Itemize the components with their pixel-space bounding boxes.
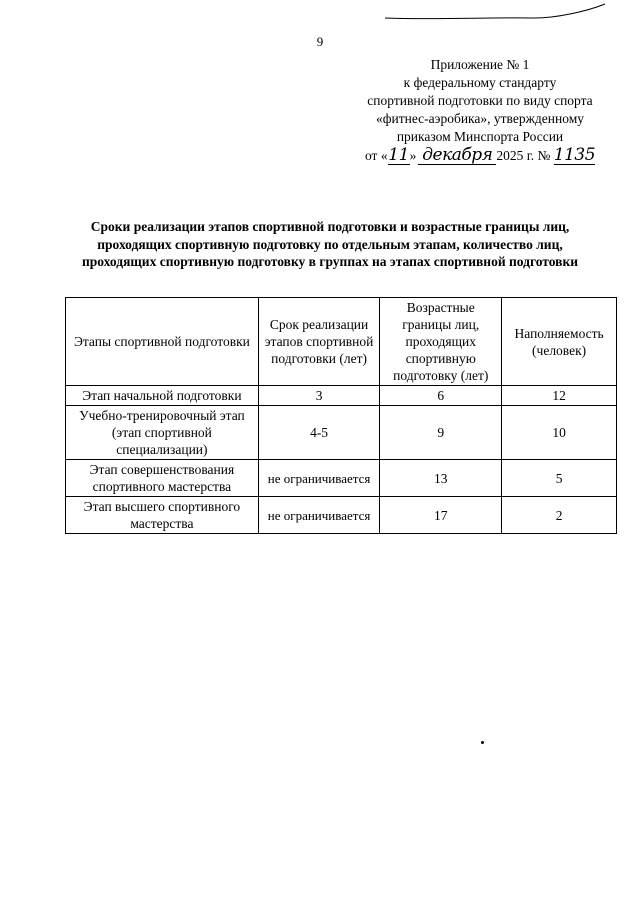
cell-age: 9 <box>380 406 502 460</box>
table-row <box>66 406 617 460</box>
order-year: 2025 г. № <box>496 148 551 163</box>
cell-fill: 5 <box>502 460 617 497</box>
handwritten-underline <box>355 0 615 22</box>
cell-age: 6 <box>380 386 502 406</box>
cell-fill: 12 <box>502 386 617 406</box>
cell-stage: Этап высшего спортивного мастерства <box>66 497 259 534</box>
stages-table <box>65 297 617 534</box>
cell-age: 17 <box>380 497 502 534</box>
cell-fill: 2 <box>502 497 617 534</box>
order-number: 1135 <box>553 145 596 165</box>
cell-age: 13 <box>380 460 502 497</box>
cell-term: не ограничивается <box>258 460 379 497</box>
appendix-line-4: «фитнес-аэробика», утвержденному <box>376 111 584 126</box>
order-date-line <box>330 146 630 165</box>
cell-stage: Этап совершенствования спортивного мастерства <box>66 460 259 497</box>
document-title: Сроки реализации этапов спортивной подготовки и возрастные границы лиц, проходящих спортивную подготовку по отдельным этапам, количество лиц, проходящих спортивную подготовку в группах на этапах спортивной подготовки <box>81 219 579 269</box>
header-age: Возрастные границы лиц, проходящих спортивную подготовку (лет) <box>380 298 502 386</box>
appendix-line-1: Приложение № 1 <box>430 57 530 72</box>
cell-term: не ограничивается <box>258 497 379 534</box>
appendix-header <box>330 56 630 165</box>
table-row <box>66 497 617 534</box>
table-row <box>66 460 617 497</box>
cell-fill: 10 <box>502 406 617 460</box>
order-month: декабря <box>418 146 496 165</box>
appendix-line-5: приказом Минспорта России <box>396 129 564 144</box>
cell-term: 4-5 <box>258 406 379 460</box>
header-fill: Наполняемость (человек) <box>502 298 617 386</box>
appendix-line-3: спортивной подготовки по виду спорта <box>367 93 593 108</box>
order-day: 11 <box>388 145 409 165</box>
order-quote-close: » <box>409 148 417 163</box>
page-number: 9 <box>316 34 324 49</box>
header-stages: Этапы спортивной подготовки <box>66 298 259 386</box>
cell-term: 3 <box>258 386 379 406</box>
table-row <box>66 386 617 406</box>
appendix-line-2: к федеральному стандарту <box>403 75 557 90</box>
table-header-row <box>66 298 617 386</box>
order-prefix: от « <box>364 148 388 163</box>
stray-mark <box>481 741 484 744</box>
cell-stage: Этап начальной подготовки <box>66 386 259 406</box>
cell-stage: Учебно-тренировочный этап (этап спортивной специализации) <box>66 406 259 460</box>
header-term: Срок реализации этапов спортивной подготовки (лет) <box>258 298 379 386</box>
